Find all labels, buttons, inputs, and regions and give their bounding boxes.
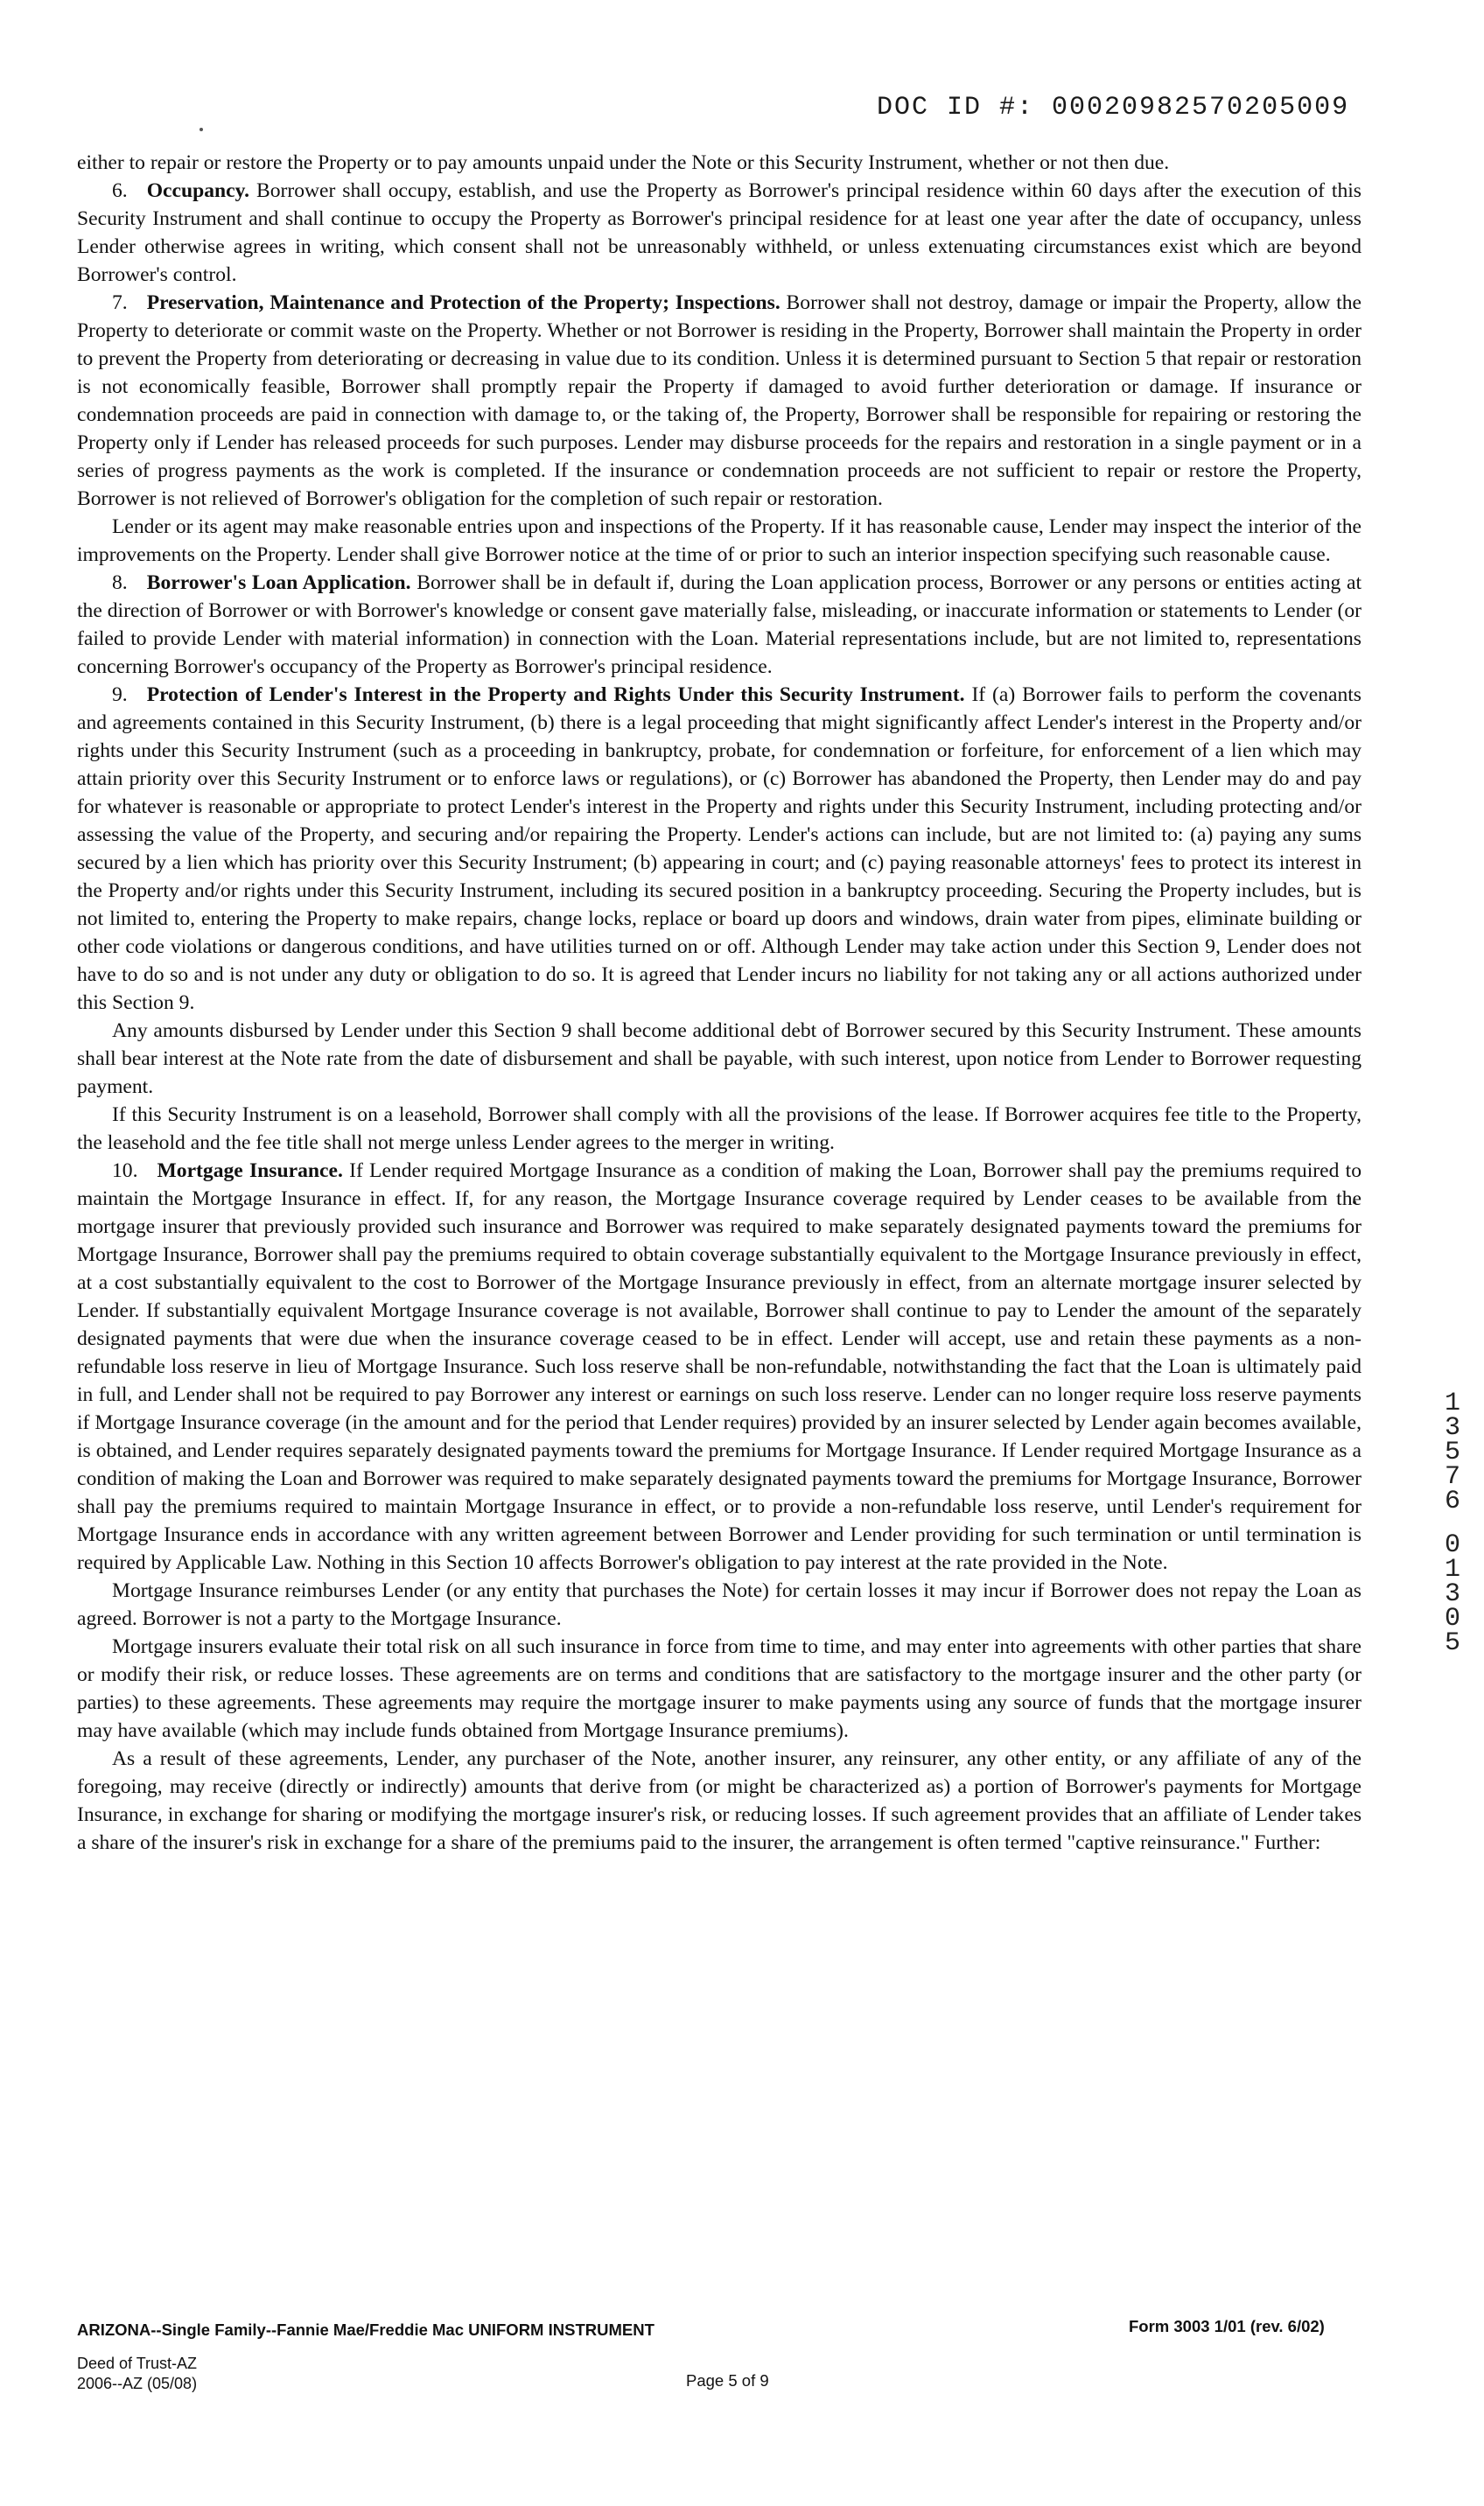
deed-code: 2006--AZ (05/08) (77, 2375, 198, 2392)
stamp-char: 3 (1444, 1579, 1460, 1609)
stamp-line-1 (1435, 1391, 1470, 1514)
stamp-char: 6 (1444, 1487, 1460, 1516)
footer-instrument: ARIZONA--Single Family--Fannie Mae/Freddie Mac UNIFORM INSTRUMENT (77, 2320, 654, 2339)
deed-title: Deed of Trust-AZ (77, 2355, 198, 2372)
section-10-captive-reinsurance: As a result of these agreements, Lender, any purchaser of the Note, another insurer, any reinsurer, any other entity, or any affiliate of any of the foregoing, may receive (directly or indirectly) amounts that derive from (or might be characterized as) a portion of Borrower's payments for Mortgage Insurance, in exchange for sharing or modifying the mortgage insurer's risk, or reducing losses. If such agreement provides that an affiliate of Lender takes a share of the insurer's risk in exchange for a share of the premiums paid to the insurer, the arrangement is often termed "captive reinsurance." Further: (77, 1747, 1362, 1854)
doc-id: DOC ID #: 00020982570205009 (877, 93, 1350, 122)
section-9-disbursed-amounts: Any amounts disbursed by Lender under this Section 9 shall become additional debt of Borrower secured by this Security Instrument. These amounts shall bear interest at the Note rate from the date of disbursement and shall be payable, with such interest, upon notice from Lender to Borrower requesting payment. (77, 1019, 1362, 1098)
stamp-char: 1 (1444, 1555, 1460, 1585)
section-heading: Preservation, Maintenance and Protection of the Property; Inspections. (146, 291, 780, 314)
section-10-reimbursement: Mortgage Insurance reimburses Lender (or any entity that purchases the Note) for certain losses it may incur if Borrower does not repay the Loan as agreed. Borrower is not a party to the Mortgage Insurance. (77, 1579, 1362, 1630)
side-recording-stamp (1435, 1391, 1470, 1656)
section-10-insurer-risk: Mortgage insurers evaluate their total risk on all such insurance in force from time to time, and may enter into agreements with other parties that share or modify their risk, or reduce losses. These agreements are on terms and conditions that are satisfactory to the mortgage insurer and the other party (or parties) to these agreements. These agreements may require the mortgage insurer to make payments using any source of funds that the mortgage insurer may have available (which may include funds obtained from Mortgage Insurance premiums). (77, 1635, 1362, 1742)
section-7-inspection-paragraph: Lender or its agent may make reasonable entries upon and inspections of the Property. If it has reasonable cause, Lender may inspect the interior of the improvements on the Property. Lender shall give Borrower notice at the time of or prior to such an interior inspection specifying such reasonable cause. (77, 515, 1362, 566)
stamp-char: 3 (1444, 1413, 1460, 1443)
section-heading: Borrower's Loan Application. (146, 571, 411, 594)
section-heading: Occupancy. (146, 179, 250, 202)
stamp-char: 0 (1444, 1530, 1460, 1560)
section-heading: Mortgage Insurance. (157, 1159, 343, 1182)
section-9-protection: 9. Protection of Lender's Interest in the Property and Rights Under this Security Instrument. If (a) Borrower fails to perform the covenants and agreements contained in this Security Instrument, (b) there is a legal proceeding that might significantly affect Lender's interest in the Property and/or rights under this Security Instrument (such as a proceeding in bankruptcy, probate, for condemnation or forfeiture, for enforcement of a lien which may attain priority over this Security Instrument or to enforce laws or regulations), or (c) Borrower has abandoned the Property, then Lender may do and pay for whatever is reasonable or appropriate to protect Lender's interest in the Property and rights under this Security Instrument, including protecting and/or assessing the value of the Property, and securing and/or repairing the Property. Lender's actions can include, but are not limited to: (a) paying any sums secured by a lien which has priority over this Security Instrument; (b) appearing in court; and (c) paying reasonable attorneys' fees to protect its interest in the Property and/or rights under this Security Instrument, including its secured position in a bankruptcy proceeding. Securing the Property includes, but is not limited to, entering the Property to make repairs, change locks, replace or board up doors and windows, drain water from pipes, eliminate building or other code violations or dangerous conditions, and have utilities turned on or off. Although Lender may take action under this Section 9, Lender does not have to do so and is not under any duty or obligation to do so. It is agreed that Lender incurs no liability for not taking any or all actions authorized under this Section 9. (77, 683, 1362, 1014)
stamp-line-2 (1435, 1530, 1470, 1658)
footer-deed-info (77, 2354, 197, 2394)
scan-speck (200, 128, 203, 131)
page-number: Page 5 of 9 (686, 2371, 769, 2390)
stamp-char: 0 (1444, 1604, 1460, 1634)
section-9-leasehold: If this Security Instrument is on a leasehold, Borrower shall comply with all the provisions of the lease. If Borrower acquires fee title to the Property, the leasehold and the fee title shall not merge unless Lender agrees to the merger in writing. (77, 1103, 1362, 1154)
section-10-mortgage-insurance: 10. Mortgage Insurance. If Lender required Mortgage Insurance as a condition of making the Loan, Borrower shall pay the premiums required to maintain the Mortgage Insurance in effect. If, for any reason, the Mortgage Insurance coverage required by Lender ceases to be available from the mortgage insurer that previously provided such insurance and Borrower was required to make separately designated payments toward the premiums for Mortgage Insurance, Borrower shall pay the premiums required to obtain coverage substantially equivalent to the Mortgage Insurance previously in effect, at a cost substantially equivalent to the cost to Borrower of the Mortgage Insurance previously in effect, from an alternate mortgage insurer selected by Lender. If substantially equivalent Mortgage Insurance coverage is not available, Borrower shall continue to pay to Lender the amount of the separately designated payments that were due when the insurance coverage ceased to be in effect. Lender will accept, use and retain these payments as a non-refundable loss reserve in lieu of Mortgage Insurance. Such loss reserve shall be non-refundable, notwithstanding the fact that the Loan is ultimately paid in full, and Lender shall not be required to pay Borrower any interest or earnings on such loss reserve. Lender can no longer require loss reserve payments if Mortgage Insurance coverage (in the amount and for the period that Lender requires) provided by an insurer selected by Lender again becomes available, is obtained, and Lender requires separately designated payments toward the premiums for Mortgage Insurance. If Lender required Mortgage Insurance as a condition of making the Loan and Borrower was required to make separately designated payments toward the premiums for Mortgage Insurance, Borrower shall pay the premiums required to maintain Mortgage Insurance in effect, or to provide a non-refundable loss reserve, until Lender's requirement for Mortgage Insurance ends in accordance with any written agreement between Borrower and Lender providing for such termination or until termination is required by Applicable Law. Nothing in this Section 10 affects Borrower's obligation to pay interest at the rate provided in the Note. (77, 1159, 1362, 1574)
footer-form-number: Form 3003 1/01 (rev. 6/02) (1129, 2317, 1325, 2335)
stamp-char: 1 (1444, 1389, 1460, 1418)
document-body (77, 149, 1362, 1857)
section-heading: Protection of Lender's Interest in the Property and Rights Under this Security Instrument. (146, 683, 965, 706)
section-7-preservation: 7. Preservation, Maintenance and Protection of the Property; Inspections. Borrower shall not destroy, damage or impair the Property, allow the Property to deteriorate or commit waste on the Property. Whether or not Borrower is residing in the Property, Borrower shall maintain the Property in order to prevent the Property from deteriorating or decreasing in value due to its condition. Unless it is determined pursuant to Section 5 that repair or restoration is not economically feasible, Borrower shall promptly repair the Property if damaged to avoid further deterioration or damage. If insurance or condemnation proceeds are paid in connection with damage to, or the taking of, the Property, Borrower shall be responsible for repairing or restoring the Property only if Lender has released proceeds for such purposes. Lender may disburse proceeds for the repairs and restoration in a single payment or in a series of progress payments as the work is completed. If the insurance or condemnation proceeds are not sufficient to repair or restore the Property, Borrower is not relieved of Borrower's obligation for the completion of such repair or restoration. (77, 291, 1362, 510)
section-8-loan-application: 8. Borrower's Loan Application. Borrower shall be in default if, during the Loan application process, Borrower or any persons or entities acting at the direction of Borrower or with Borrower's knowledge or consent gave materially false, misleading, or inaccurate information or statements to Lender (or failed to provide Lender with material information) in connection with the Loan. Material representations include, but are not limited to, representations concerning Borrower's occupancy of the Property as Borrower's principal residence. (77, 571, 1362, 678)
paragraph-5-continued: either to repair or restore the Property or to pay amounts unpaid under the Note or this Security Instrument, whether or not then due. (77, 151, 1170, 174)
stamp-char: 5 (1444, 1628, 1460, 1658)
stamp-char: 7 (1444, 1462, 1460, 1492)
stamp-char: 5 (1444, 1438, 1460, 1467)
section-6-occupancy: 6. Occupancy. Borrower shall occupy, establish, and use the Property as Borrower's principal residence within 60 days after the execution of this Security Instrument and shall continue to occupy the Property as Borrower's principal residence for at least one year after the date of occupancy, unless Lender otherwise agrees in writing, which consent shall not be unreasonably withheld, or unless extenuating circumstances exist which are beyond Borrower's control. (77, 179, 1362, 286)
